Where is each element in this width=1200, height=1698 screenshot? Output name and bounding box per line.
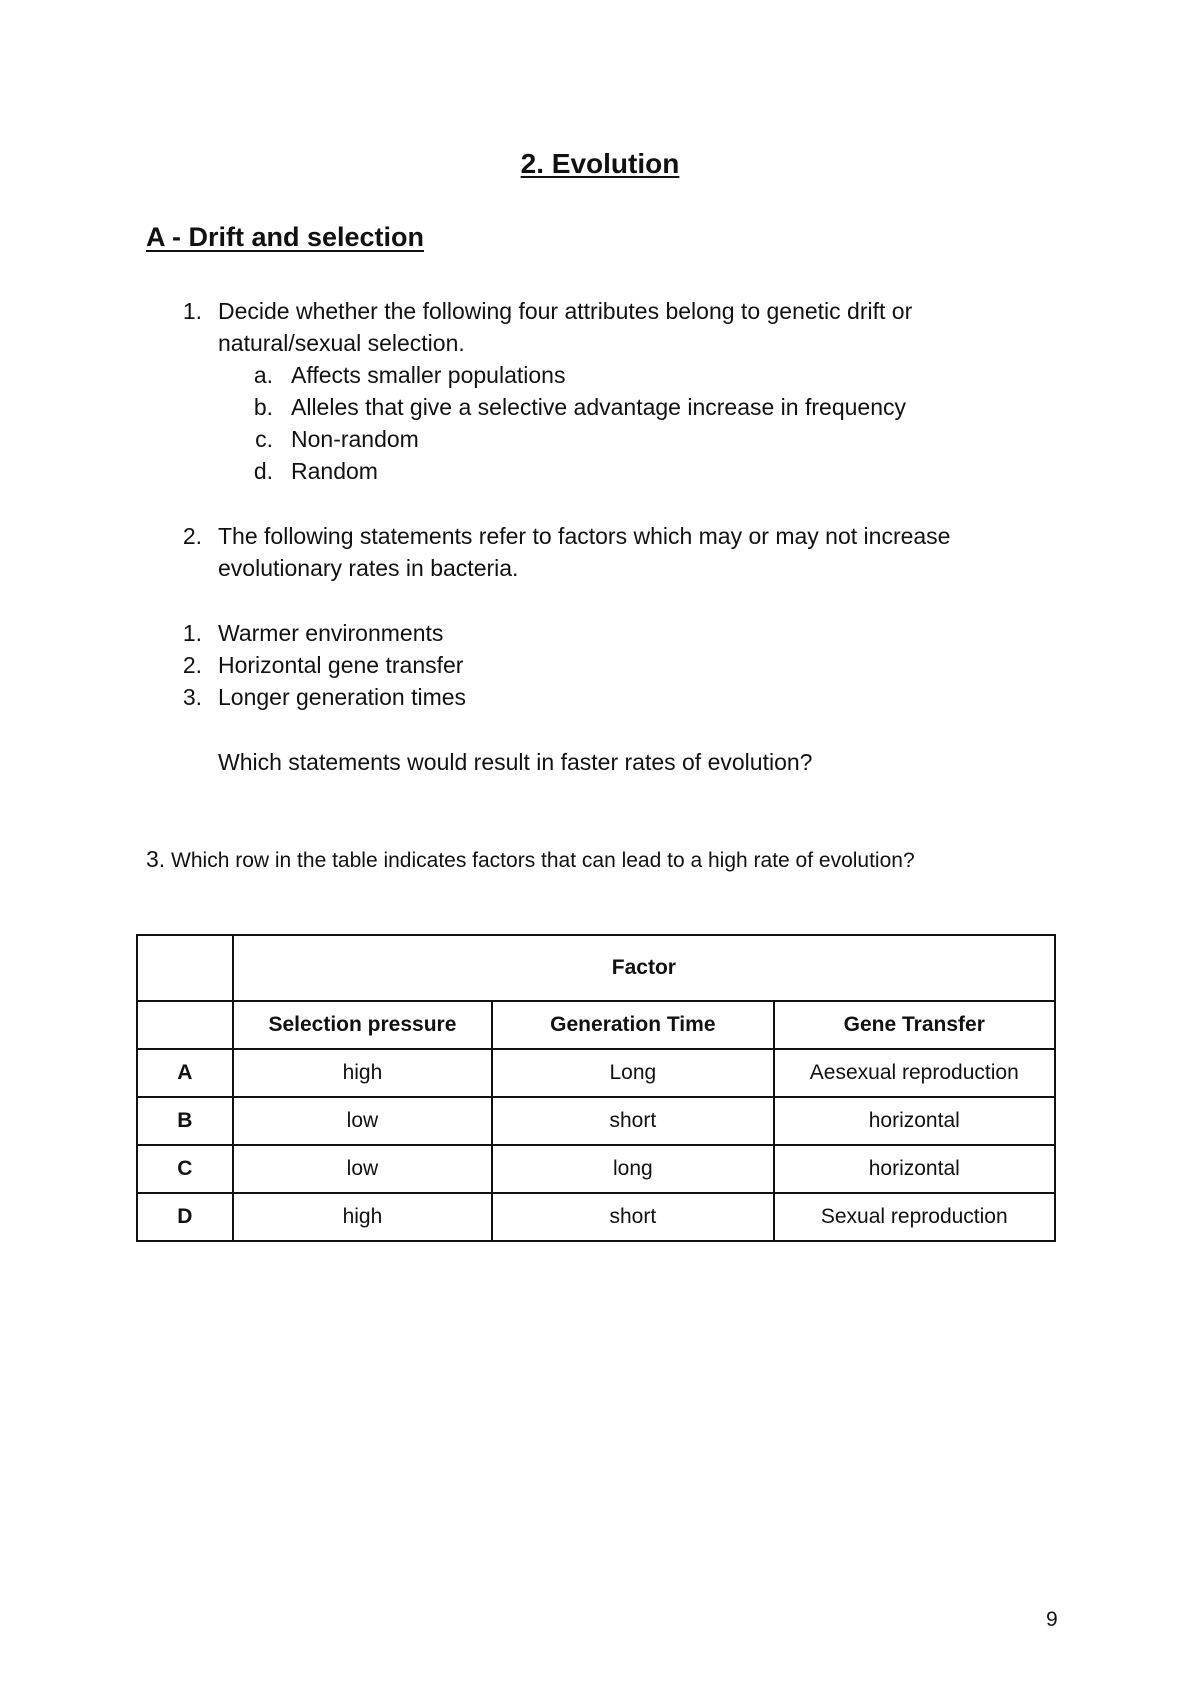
option-letter: b.	[253, 394, 273, 420]
question-2-prompt: Which statements would result in faster rates of evolution?	[218, 749, 813, 775]
table-cell: short	[492, 1193, 773, 1241]
row-label: A	[137, 1049, 233, 1097]
statement-number: 2.	[182, 652, 202, 678]
table-cell: Sexual reproduction	[774, 1193, 1055, 1241]
question-3-text: Which row in the table indicates factors that can lead to a high rate of evolution?	[165, 849, 915, 872]
row-label: D	[137, 1193, 233, 1241]
question-2-text-line1: The following statements refer to factors which may or may not increase	[218, 523, 951, 549]
statement-text: Longer generation times	[218, 684, 467, 710]
table-group-header: Factor	[233, 935, 1055, 1001]
question-1-text-line1: Decide whether the following four attributes belong to genetic drift or	[218, 298, 913, 324]
table-row	[137, 1145, 1055, 1193]
section-heading: A - Drift and selection	[146, 222, 425, 252]
table-cell: Aesexual reproduction	[774, 1049, 1055, 1097]
column-header: Generation Time	[492, 1001, 773, 1049]
table-cell: horizontal	[774, 1145, 1055, 1193]
question-1-number: 1.	[182, 298, 202, 324]
table-cell: long	[492, 1145, 773, 1193]
table-cell: short	[492, 1097, 773, 1145]
table-cell: horizontal	[774, 1097, 1055, 1145]
statement-number: 3.	[182, 684, 202, 710]
row-label: C	[137, 1145, 233, 1193]
page-number: 9	[1046, 1608, 1058, 1631]
option-text: Affects smaller populations	[291, 362, 566, 388]
table-row	[137, 1049, 1055, 1097]
statement-number: 1.	[182, 620, 202, 646]
table-cell: low	[233, 1145, 492, 1193]
question-3-number: 3.	[146, 846, 166, 872]
question-2-number: 2.	[182, 523, 202, 549]
page-title: 2. Evolution	[520, 148, 680, 179]
option-text: Alleles that give a selective advantage increase in frequency	[291, 394, 906, 420]
option-text: Random	[291, 458, 378, 484]
column-header: Selection pressure	[233, 1001, 492, 1049]
table-cell: high	[233, 1049, 492, 1097]
question-1-text-line2: natural/sexual selection.	[218, 330, 465, 356]
question-2-text-line2: evolutionary rates in bacteria.	[218, 555, 519, 581]
table-cell: Long	[492, 1049, 773, 1097]
option-text: Non-random	[291, 426, 419, 452]
factor-table	[136, 934, 1056, 1242]
table-corner-cell	[137, 935, 233, 1001]
column-header: Gene Transfer	[774, 1001, 1055, 1049]
table-row	[137, 1097, 1055, 1145]
option-letter: a.	[253, 362, 273, 388]
table-cell: low	[233, 1097, 492, 1145]
table-column-header-row	[137, 1001, 1055, 1049]
question-3	[146, 845, 915, 875]
table-header-row	[137, 935, 1055, 1001]
statement-text: Warmer environments	[218, 620, 444, 646]
statement-text: Horizontal gene transfer	[218, 652, 464, 678]
table-cell: high	[233, 1193, 492, 1241]
option-letter: d.	[253, 458, 273, 484]
table-corner-cell	[137, 1001, 233, 1049]
table-row	[137, 1193, 1055, 1241]
row-label: B	[137, 1097, 233, 1145]
option-letter: c.	[255, 426, 273, 452]
